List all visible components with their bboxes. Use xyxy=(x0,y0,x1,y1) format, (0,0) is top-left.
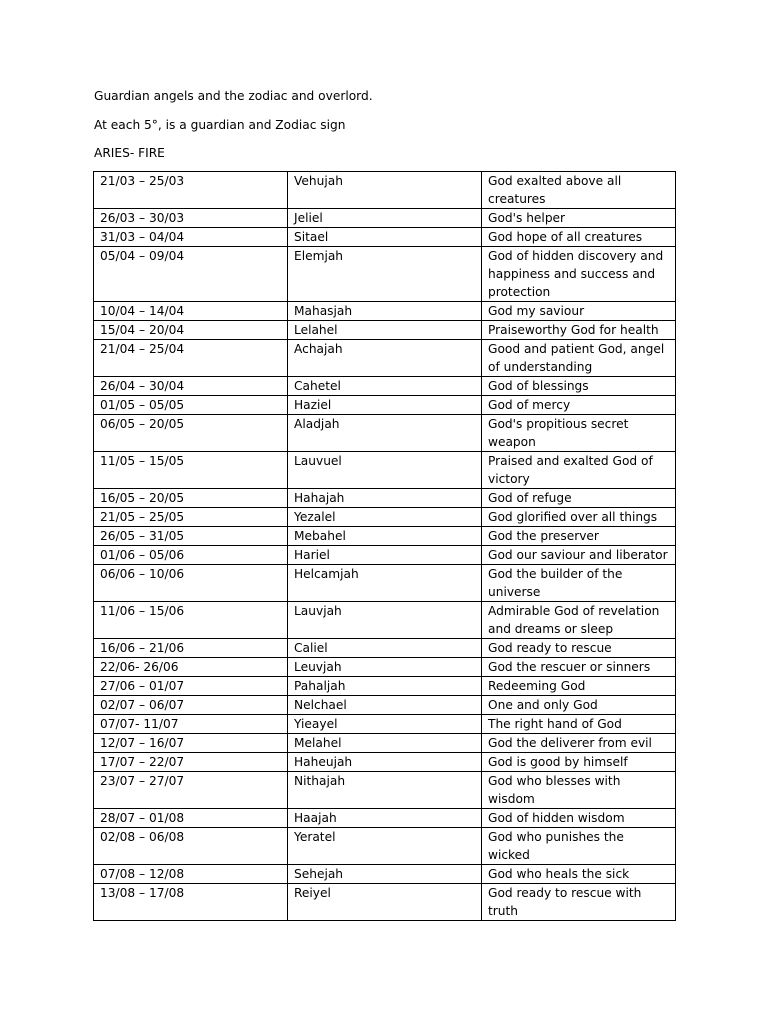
meaning-cell: God our saviour and liberator xyxy=(482,546,676,565)
date-range-cell: 02/07 – 06/07 xyxy=(94,696,288,715)
table-body xyxy=(94,172,676,921)
table-row xyxy=(94,489,676,508)
date-range-cell: 23/07 – 27/07 xyxy=(94,772,288,809)
table-row xyxy=(94,377,676,396)
table-row xyxy=(94,415,676,452)
meaning-cell: God ready to rescue xyxy=(482,639,676,658)
meaning-cell: One and only God xyxy=(482,696,676,715)
angel-name-cell: Sehejah xyxy=(288,865,482,884)
date-range-cell: 12/07 – 16/07 xyxy=(94,734,288,753)
date-range-cell: 01/06 – 05/06 xyxy=(94,546,288,565)
meaning-cell: God exalted above all creatures xyxy=(482,172,676,209)
table-row xyxy=(94,677,676,696)
table-row xyxy=(94,321,676,340)
angel-name-cell: Lelahel xyxy=(288,321,482,340)
meaning-cell: The right hand of God xyxy=(482,715,676,734)
meaning-cell: Admirable God of revelation and dreams or sleep xyxy=(482,602,676,639)
date-range-cell: 21/03 – 25/03 xyxy=(94,172,288,209)
table-row xyxy=(94,884,676,921)
angel-name-cell: Sitael xyxy=(288,228,482,247)
meaning-cell: God of mercy xyxy=(482,396,676,415)
date-range-cell: 26/04 – 30/04 xyxy=(94,377,288,396)
date-range-cell: 16/05 – 20/05 xyxy=(94,489,288,508)
angel-name-cell: Nelchael xyxy=(288,696,482,715)
angel-name-cell: Cahetel xyxy=(288,377,482,396)
table-row xyxy=(94,865,676,884)
angel-name-cell: Haajah xyxy=(288,809,482,828)
angel-name-cell: Yeratel xyxy=(288,828,482,865)
date-range-cell: 10/04 – 14/04 xyxy=(94,302,288,321)
angel-name-cell: Elemjah xyxy=(288,247,482,302)
meaning-cell: God the rescuer or sinners xyxy=(482,658,676,677)
document-subtitle: At each 5°, is a guardian and Zodiac sign xyxy=(94,118,346,132)
angel-name-cell: Vehujah xyxy=(288,172,482,209)
table-row xyxy=(94,772,676,809)
meaning-cell: God who punishes the wicked xyxy=(482,828,676,865)
angel-name-cell: Leuvjah xyxy=(288,658,482,677)
angel-name-cell: Haheujah xyxy=(288,753,482,772)
table-row xyxy=(94,715,676,734)
meaning-cell: God of hidden wisdom xyxy=(482,809,676,828)
date-range-cell: 06/05 – 20/05 xyxy=(94,415,288,452)
table-row xyxy=(94,247,676,302)
angel-name-cell: Reiyel xyxy=(288,884,482,921)
angel-name-cell: Mahasjah xyxy=(288,302,482,321)
angel-name-cell: Hahajah xyxy=(288,489,482,508)
table-row xyxy=(94,172,676,209)
angel-name-cell: Lauvuel xyxy=(288,452,482,489)
angel-name-cell: Pahaljah xyxy=(288,677,482,696)
date-range-cell: 16/06 – 21/06 xyxy=(94,639,288,658)
table-row xyxy=(94,696,676,715)
table-row xyxy=(94,734,676,753)
table-row xyxy=(94,452,676,489)
table-row xyxy=(94,753,676,772)
document-title: Guardian angels and the zodiac and overlord. xyxy=(94,89,373,103)
guardian-angels-table xyxy=(93,171,676,921)
date-range-cell: 02/08 – 06/08 xyxy=(94,828,288,865)
meaning-cell: God of hidden discovery and happiness and success and protection xyxy=(482,247,676,302)
meaning-cell: God of refuge xyxy=(482,489,676,508)
table-row xyxy=(94,658,676,677)
angel-name-cell: Yezalel xyxy=(288,508,482,527)
meaning-cell: God the preserver xyxy=(482,527,676,546)
angel-name-cell: Yieayel xyxy=(288,715,482,734)
date-range-cell: 07/08 – 12/08 xyxy=(94,865,288,884)
date-range-cell: 11/05 – 15/05 xyxy=(94,452,288,489)
angel-name-cell: Jeliel xyxy=(288,209,482,228)
angel-name-cell: Aladjah xyxy=(288,415,482,452)
meaning-cell: God the builder of the universe xyxy=(482,565,676,602)
table-row xyxy=(94,302,676,321)
meaning-cell: Praiseworthy God for health xyxy=(482,321,676,340)
date-range-cell: 21/05 – 25/05 xyxy=(94,508,288,527)
table-row xyxy=(94,565,676,602)
date-range-cell: 15/04 – 20/04 xyxy=(94,321,288,340)
angel-name-cell: Hariel xyxy=(288,546,482,565)
angel-name-cell: Mebahel xyxy=(288,527,482,546)
table-row xyxy=(94,209,676,228)
date-range-cell: 21/04 – 25/04 xyxy=(94,340,288,377)
meaning-cell: God is good by himself xyxy=(482,753,676,772)
meaning-cell: God of blessings xyxy=(482,377,676,396)
table-row xyxy=(94,602,676,639)
meaning-cell: God's helper xyxy=(482,209,676,228)
meaning-cell: Redeeming God xyxy=(482,677,676,696)
meaning-cell: God who heals the sick xyxy=(482,865,676,884)
angel-name-cell: Melahel xyxy=(288,734,482,753)
table-row xyxy=(94,527,676,546)
date-range-cell: 28/07 – 01/08 xyxy=(94,809,288,828)
date-range-cell: 27/06 – 01/07 xyxy=(94,677,288,696)
table-row xyxy=(94,828,676,865)
date-range-cell: 11/06 – 15/06 xyxy=(94,602,288,639)
meaning-cell: God hope of all creatures xyxy=(482,228,676,247)
table-row xyxy=(94,340,676,377)
section-heading: ARIES- FIRE xyxy=(94,146,165,160)
meaning-cell: Praised and exalted God of victory xyxy=(482,452,676,489)
date-range-cell: 31/03 – 04/04 xyxy=(94,228,288,247)
date-range-cell: 26/05 – 31/05 xyxy=(94,527,288,546)
angel-name-cell: Helcamjah xyxy=(288,565,482,602)
date-range-cell: 22/06- 26/06 xyxy=(94,658,288,677)
meaning-cell: God the deliverer from evil xyxy=(482,734,676,753)
angel-name-cell: Haziel xyxy=(288,396,482,415)
table-row xyxy=(94,396,676,415)
meaning-cell: God who blesses with wisdom xyxy=(482,772,676,809)
meaning-cell: God glorified over all things xyxy=(482,508,676,527)
angel-name-cell: Achajah xyxy=(288,340,482,377)
date-range-cell: 26/03 – 30/03 xyxy=(94,209,288,228)
date-range-cell: 05/04 – 09/04 xyxy=(94,247,288,302)
meaning-cell: God my saviour xyxy=(482,302,676,321)
date-range-cell: 06/06 – 10/06 xyxy=(94,565,288,602)
date-range-cell: 13/08 – 17/08 xyxy=(94,884,288,921)
angel-name-cell: Lauvjah xyxy=(288,602,482,639)
angel-name-cell: Nithajah xyxy=(288,772,482,809)
date-range-cell: 01/05 – 05/05 xyxy=(94,396,288,415)
meaning-cell: God's propitious secret weapon xyxy=(482,415,676,452)
date-range-cell: 07/07- 11/07 xyxy=(94,715,288,734)
table-row xyxy=(94,546,676,565)
table-row xyxy=(94,809,676,828)
meaning-cell: Good and patient God, angel of understanding xyxy=(482,340,676,377)
table-row xyxy=(94,228,676,247)
table-row xyxy=(94,508,676,527)
angel-name-cell: Caliel xyxy=(288,639,482,658)
table-row xyxy=(94,639,676,658)
meaning-cell: God ready to rescue with truth xyxy=(482,884,676,921)
date-range-cell: 17/07 – 22/07 xyxy=(94,753,288,772)
